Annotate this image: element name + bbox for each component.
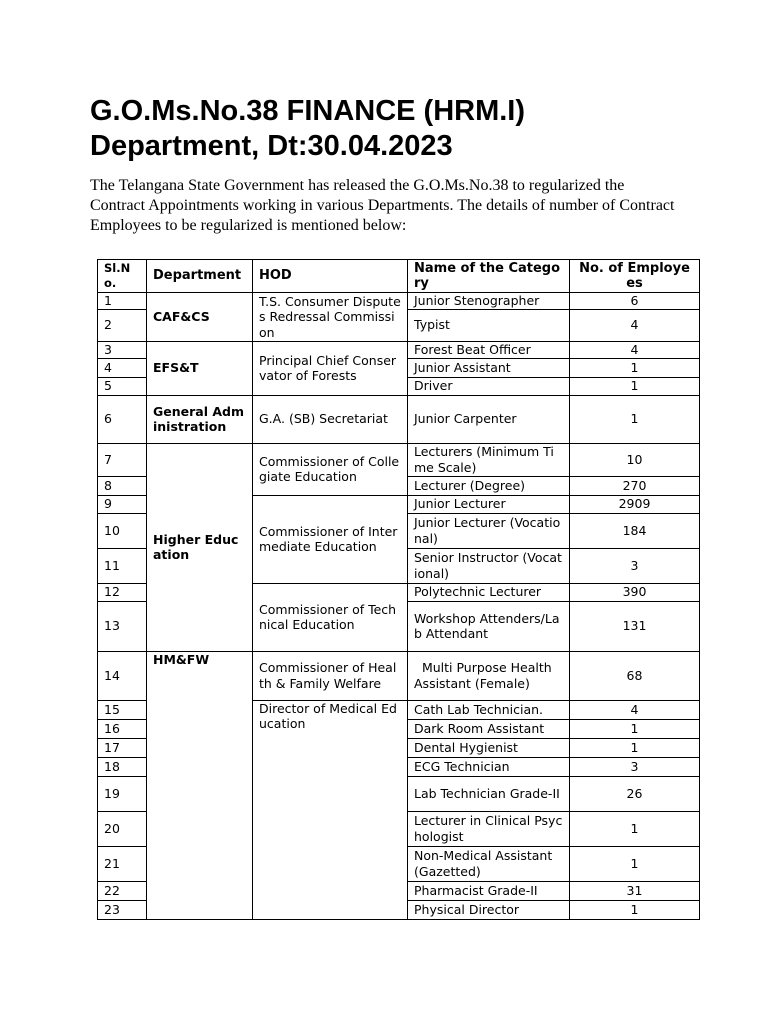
category-cell: ECG Technician [408, 757, 570, 776]
employee-count-cell: 390 [570, 583, 700, 601]
row-slno: 20 [98, 811, 147, 846]
table-header-row [98, 260, 700, 293]
row-slno: 9 [98, 495, 147, 513]
category-cell: Lecturers (Minimum Time Scale) [408, 443, 570, 476]
category-cell: Junior Carpenter [408, 395, 570, 443]
category-cell: Driver [408, 377, 570, 395]
hod-cell: Principal Chief Conservator of Forests [253, 341, 408, 395]
employee-count-cell: 4 [570, 309, 700, 341]
hod-cell: T.S. Consumer Disputes Redressal Commission [253, 293, 408, 342]
table-row [98, 293, 700, 310]
hod-cell: Commissioner of Collegiate Education [253, 443, 408, 495]
department-cell: EFS&T [147, 341, 253, 395]
employee-count-cell: 1 [570, 811, 700, 846]
row-slno: 4 [98, 358, 147, 377]
row-slno: 10 [98, 513, 147, 548]
header-employees: No. of Employees [570, 260, 700, 293]
category-cell: Polytechnic Lecturer [408, 583, 570, 601]
employee-count-cell: 1 [570, 358, 700, 377]
employee-count-cell: 1 [570, 377, 700, 395]
row-slno: 3 [98, 341, 147, 358]
employee-count-cell: 184 [570, 513, 700, 548]
table-row [98, 341, 700, 358]
employee-count-cell: 3 [570, 548, 700, 583]
row-slno: 8 [98, 476, 147, 495]
row-slno: 11 [98, 548, 147, 583]
row-slno: 14 [98, 651, 147, 700]
hod-cell: Commissioner of Technical Education [253, 583, 408, 651]
row-slno: 18 [98, 757, 147, 776]
hod-cell: G.A. (SB) Secretariat [253, 395, 408, 443]
row-slno: 19 [98, 776, 147, 811]
row-slno: 21 [98, 846, 147, 881]
regularization-table [97, 259, 700, 920]
row-slno: 7 [98, 443, 147, 476]
row-slno: 2 [98, 309, 147, 341]
table-row [98, 395, 700, 443]
row-slno: 1 [98, 293, 147, 310]
department-cell: General Administration [147, 395, 253, 443]
employee-count-cell: 1 [570, 846, 700, 881]
employee-count-cell: 1 [570, 738, 700, 757]
table-row [98, 651, 700, 700]
category-cell: Lecturer (Degree) [408, 476, 570, 495]
row-slno: 6 [98, 395, 147, 443]
employee-count-cell: 1 [570, 719, 700, 738]
row-slno: 13 [98, 601, 147, 651]
category-cell: Dark Room Assistant [408, 719, 570, 738]
employee-count-cell: 26 [570, 776, 700, 811]
category-cell: Lecturer in Clinical Psychologist [408, 811, 570, 846]
department-cell: HM&FW [147, 651, 253, 919]
header-hod: HOD [253, 260, 408, 293]
category-cell: Typist [408, 309, 570, 341]
employee-count-cell: 10 [570, 443, 700, 476]
employee-count-cell: 2909 [570, 495, 700, 513]
hod-cell: Commissioner of Health & Family Welfare [253, 651, 408, 700]
row-slno: 12 [98, 583, 147, 601]
category-cell: Cath Lab Technician. [408, 700, 570, 719]
hod-cell: Director of Medical Education [253, 700, 408, 919]
category-cell: Multi Purpose Health Assistant (Female) [408, 651, 570, 700]
row-slno: 23 [98, 900, 147, 919]
category-cell: Junior Lecturer [408, 495, 570, 513]
category-cell: Lab Technician Grade-II [408, 776, 570, 811]
employee-count-cell: 6 [570, 293, 700, 310]
department-cell: Higher Education [147, 443, 253, 651]
row-slno: 5 [98, 377, 147, 395]
category-cell: Junior Lecturer (Vocational) [408, 513, 570, 548]
employee-count-cell: 4 [570, 341, 700, 358]
employee-count-cell: 68 [570, 651, 700, 700]
employee-count-cell: 1 [570, 900, 700, 919]
category-cell: Pharmacist Grade-II [408, 881, 570, 900]
intro-paragraph: The Telangana State Government has released the G.O.Ms.No.38 to regularized the Contract Appointments working in various Departments. The details of number of Contract Employees to be regularized is mentioned below: [90, 177, 675, 234]
employee-count-cell: 4 [570, 700, 700, 719]
category-cell: Non-Medical Assistant (Gazetted) [408, 846, 570, 881]
category-cell: Junior Assistant [408, 358, 570, 377]
employee-count-cell: 31 [570, 881, 700, 900]
employee-count-cell: 1 [570, 395, 700, 443]
category-cell: Dental Hygienist [408, 738, 570, 757]
row-slno: 15 [98, 700, 147, 719]
category-cell: Workshop Attenders/Lab Attendant [408, 601, 570, 651]
category-cell: Senior Instructor (Vocational) [408, 548, 570, 583]
employee-count-cell: 131 [570, 601, 700, 651]
document-title: G.O.Ms.No.38 FINANCE (HRM.I) Department, Dt:30.04.2023 [90, 95, 526, 162]
hod-cell: Commissioner of Intermediate Education [253, 495, 408, 583]
employee-count-cell: 3 [570, 757, 700, 776]
table-row [98, 443, 700, 476]
row-slno: 16 [98, 719, 147, 738]
category-cell: Physical Director [408, 900, 570, 919]
header-department: Department [147, 260, 253, 293]
employee-count-cell: 270 [570, 476, 700, 495]
row-slno: 22 [98, 881, 147, 900]
row-slno: 17 [98, 738, 147, 757]
department-cell: CAF&CS [147, 293, 253, 342]
header-category: Name of the Category [408, 260, 570, 293]
header-slno: Sl.No. [98, 260, 147, 293]
category-cell: Forest Beat Officer [408, 341, 570, 358]
category-cell: Junior Stenographer [408, 293, 570, 310]
